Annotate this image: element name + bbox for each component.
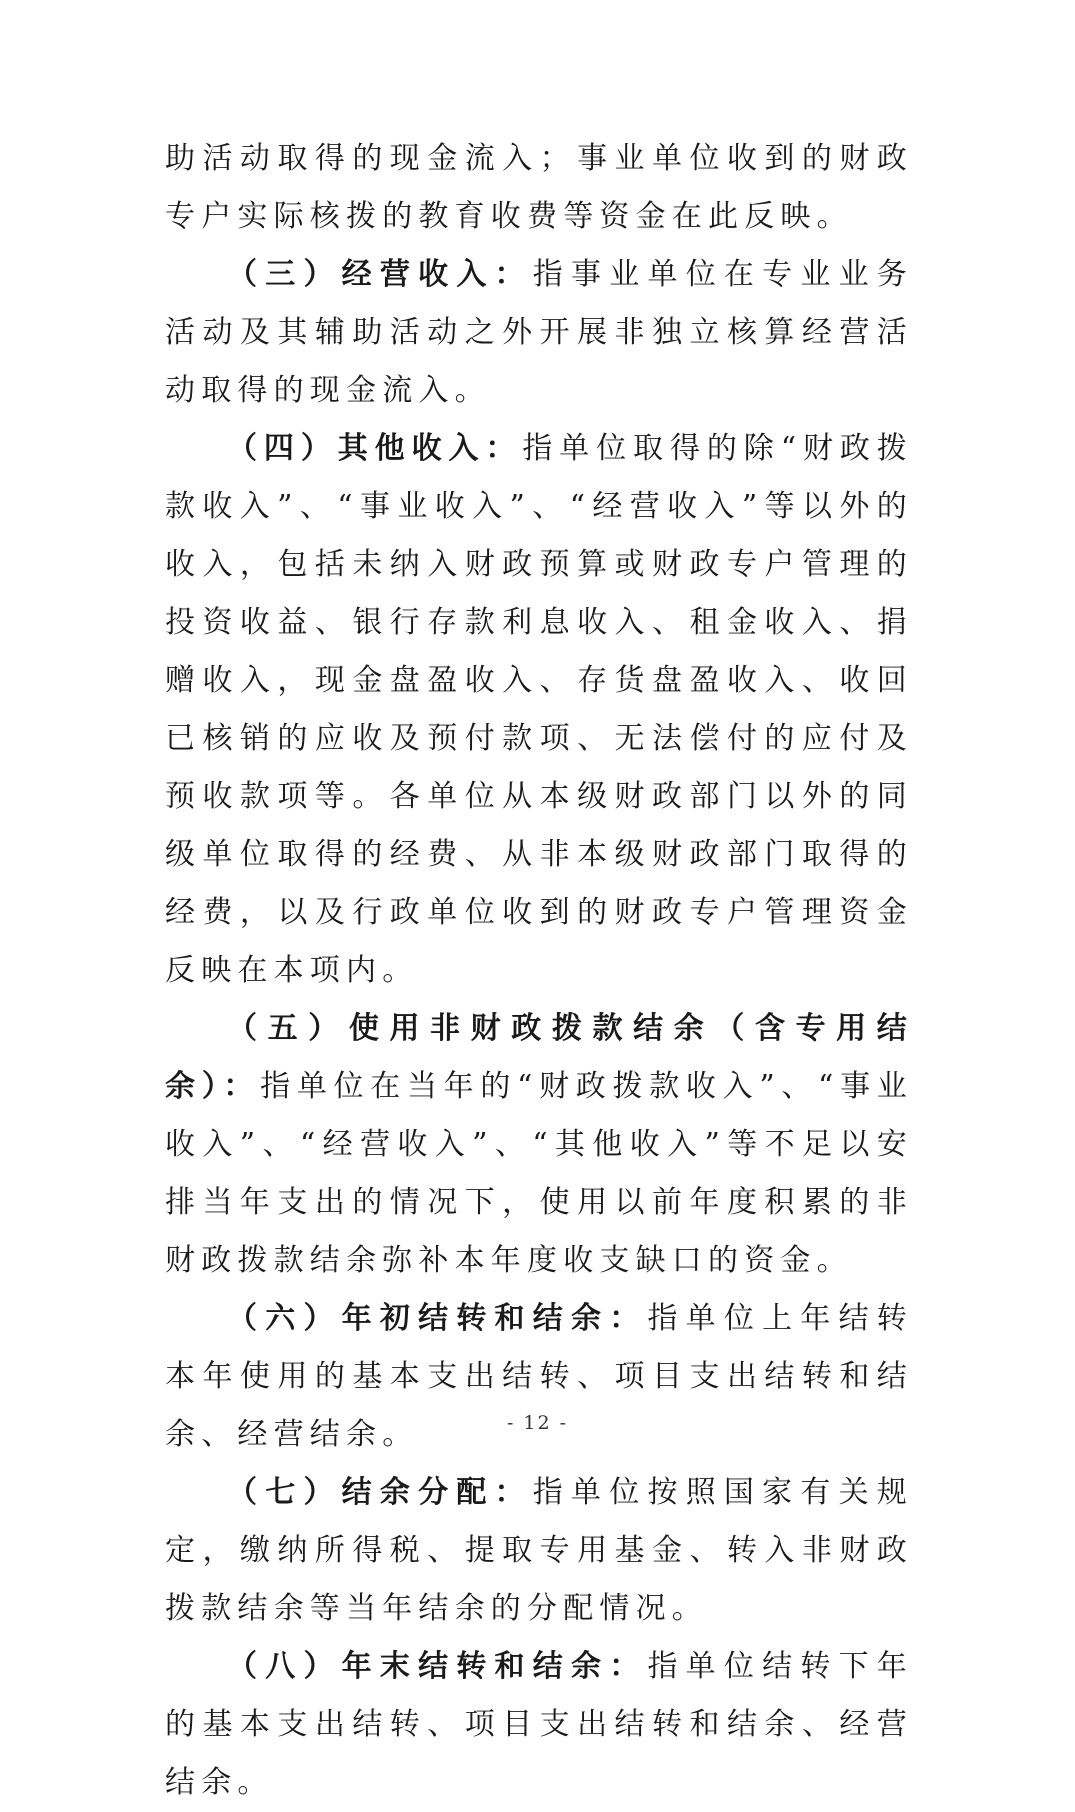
- paragraph-operating-income: [165, 246, 913, 420]
- paragraph-heading: （七）结余分配：: [227, 1475, 533, 1510]
- paragraph-text: 指事业单位在专业业务活动及其辅助活动之外开展非独立核算经营活动取得的现金流入。: [165, 257, 914, 408]
- paragraph-opening-carryover: [165, 1290, 913, 1464]
- paragraph-text: 指单位按照国家有关规定，缴纳所得税、提取专用基金、转入非财政拨款结余等当年结余的分配情况。: [165, 1475, 914, 1626]
- document-body: [165, 130, 913, 1812]
- paragraph-text: 指单位取得的除“财政拨款收入”、“事业收入”、“经营收入”等以外的收入，包括未纳入财政预算或财政专户管理的投资收益、银行存款利息收入、租金收入、捐赠收入，现金盘盈收入、存货盘盈收入、收回已核销的应收及预付款项、无法偿付的应付及预收款项等。各单位从本级财政部门以外的同级单位取得的经费、从非本级财政部门取得的经费，以及行政单位收到的财政专户管理资金反映在本项内。: [165, 431, 913, 988]
- paragraph-heading: （六）年初结转和结余：: [227, 1301, 648, 1336]
- paragraph-other-income: [165, 420, 913, 1000]
- page-number: - 12 -: [506, 1412, 569, 1434]
- paragraph-heading: （四）其他收入：: [227, 431, 523, 466]
- paragraph-closing-carryover: [165, 1638, 913, 1812]
- paragraph-surplus-distribution: [165, 1464, 913, 1638]
- paragraph-text: 指单位结转下年的基本支出结转、项目支出结转和结余、经营结余。: [165, 1649, 913, 1800]
- paragraph-non-fiscal-balance: [165, 1000, 913, 1290]
- paragraph-continuation: [165, 130, 913, 246]
- paragraph-text: 助活动取得的现金流入；事业单位收到的财政专户实际核拨的教育收费等资金在此反映。: [165, 141, 913, 234]
- paragraph-text: 指单位在当年的“财政拨款收入”、“事业收入”、“经营收入”、“其他收入”等不足以安排当年支出的情况下，使用以前年度积累的非财政拨款结余弥补本年度收支缺口的资金。: [165, 1069, 914, 1278]
- paragraph-text: 指单位上年结转本年使用的基本支出结转、项目支出结转和结余、经营结余。: [165, 1301, 913, 1452]
- paragraph-heading: （三）经营收入：: [227, 257, 533, 292]
- paragraph-heading: （八）年末结转和结余：: [227, 1649, 648, 1684]
- paragraph-heading: （五）使用非财政拨款结余（含专用结余）：: [165, 1011, 913, 1104]
